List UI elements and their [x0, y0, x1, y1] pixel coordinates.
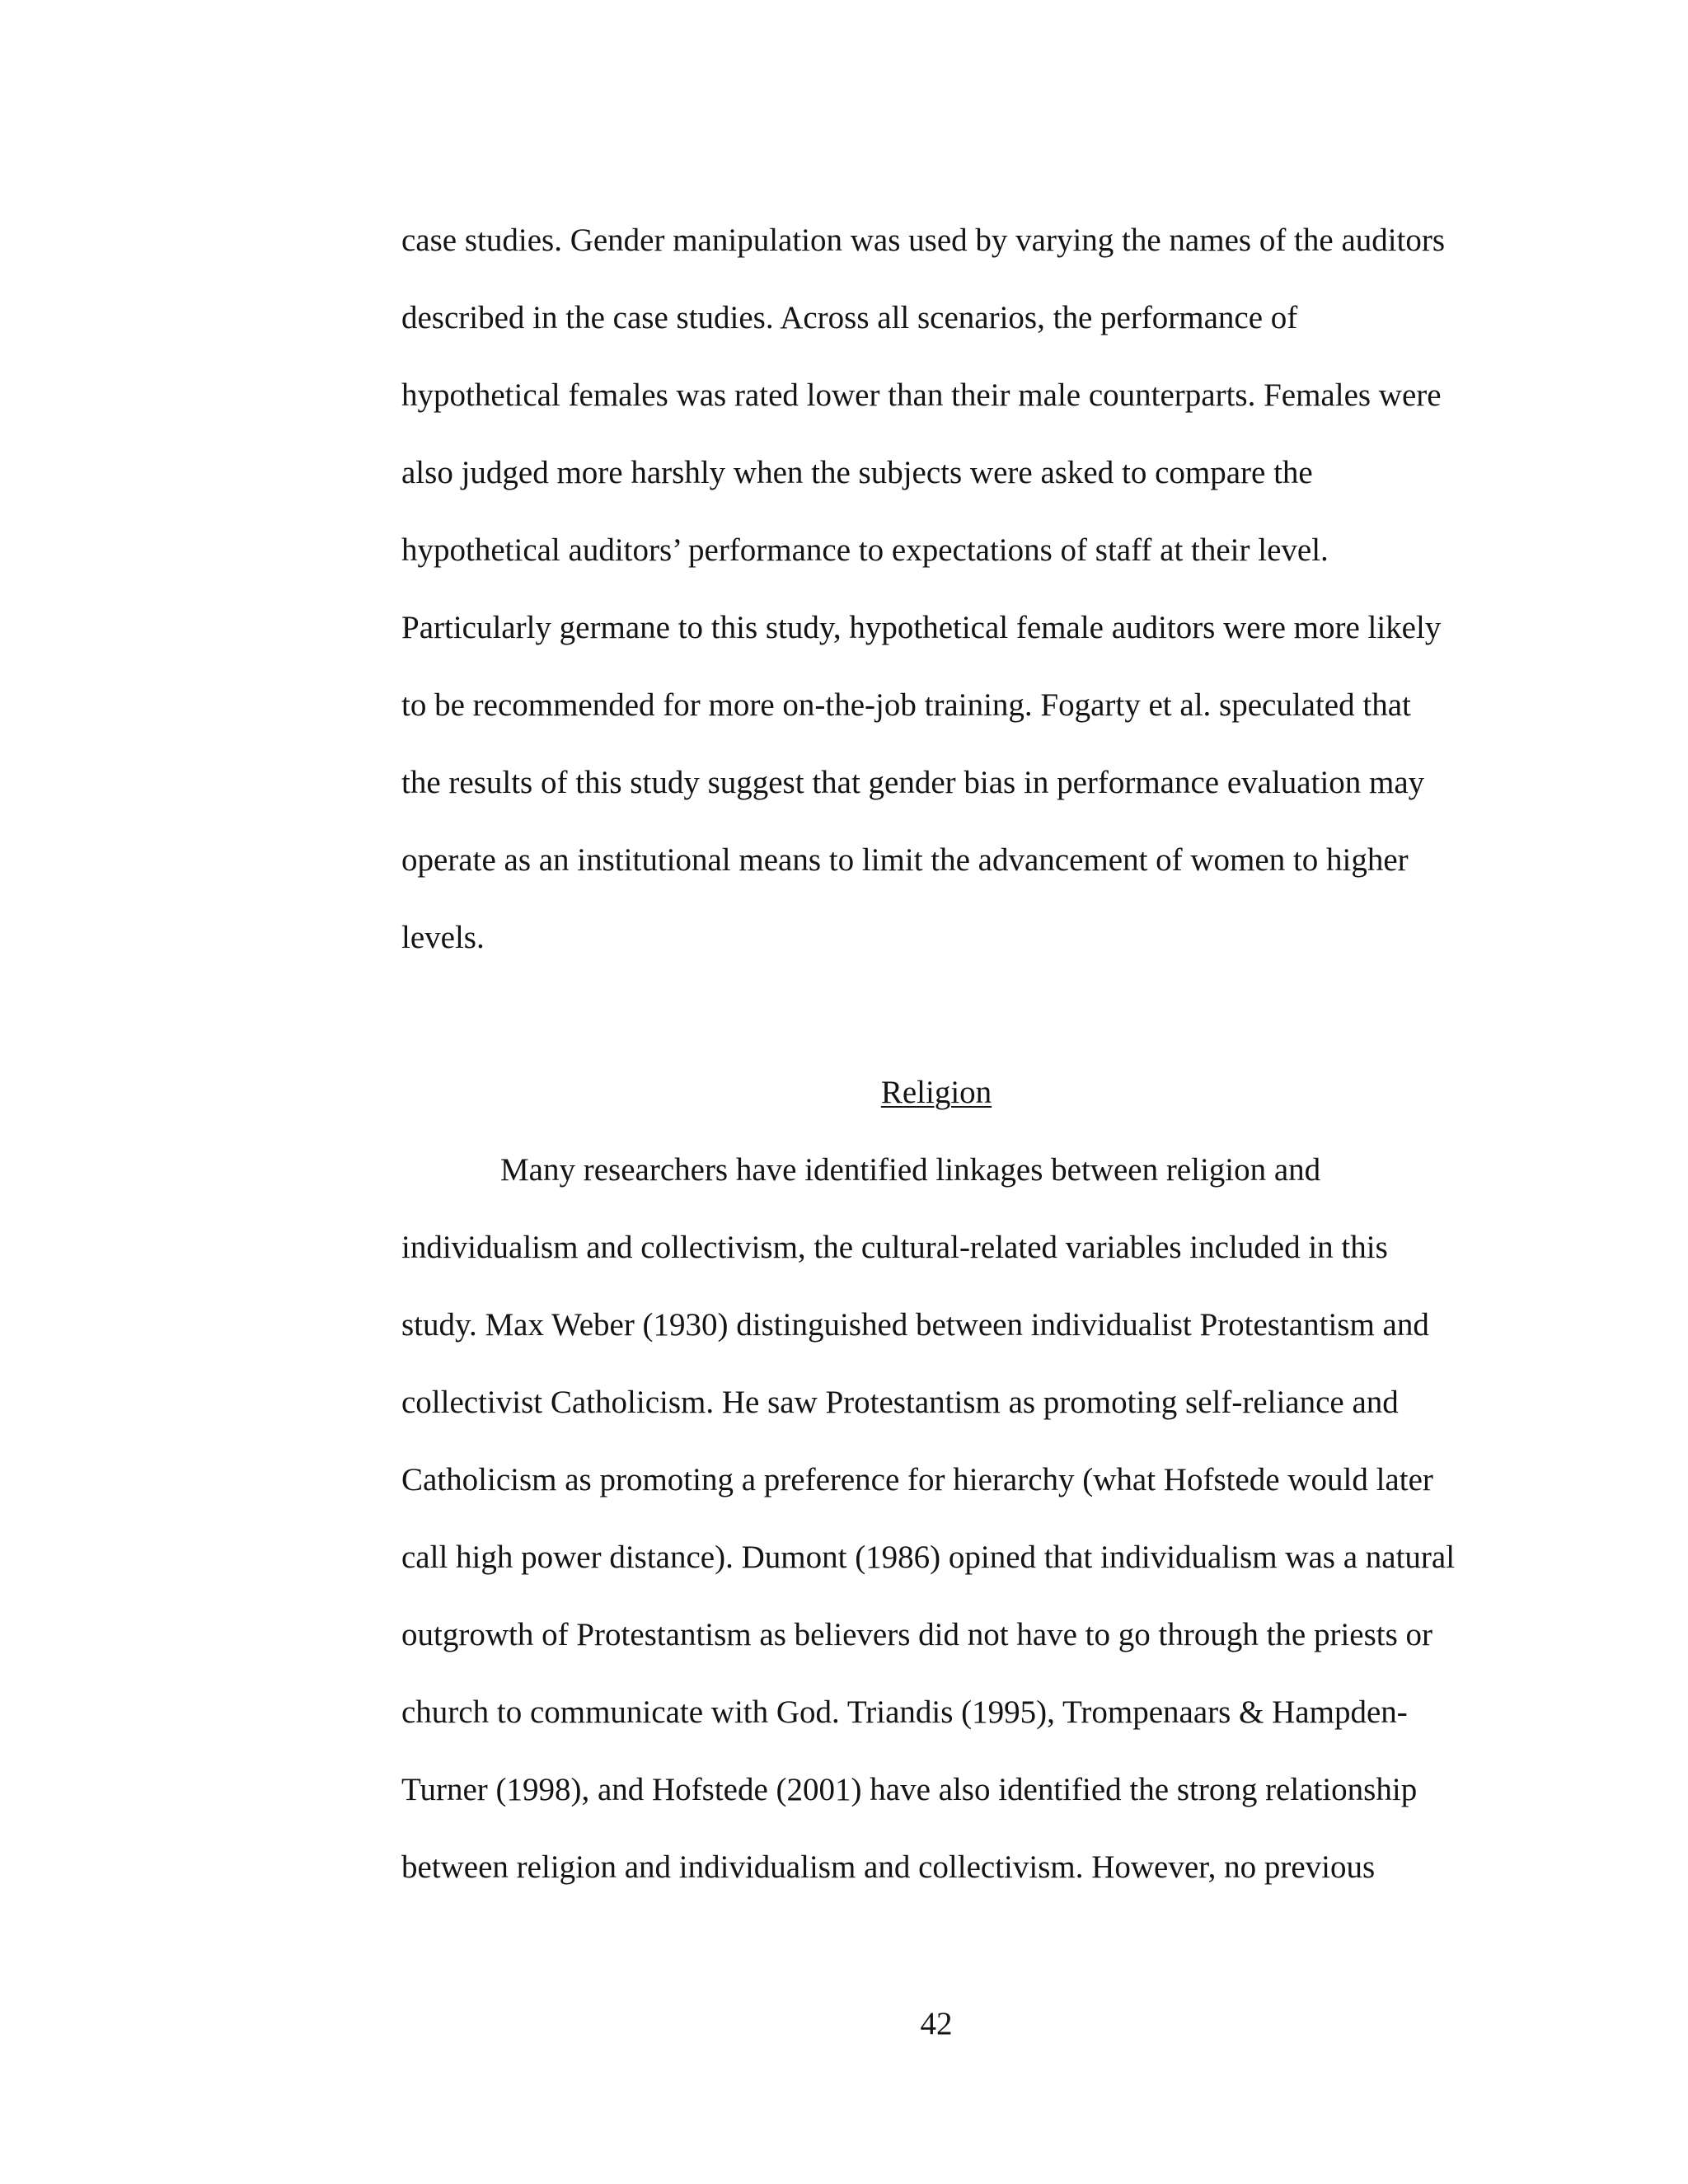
paragraph-2-line-1: Many researchers have identified linkages between religion and — [500, 1152, 1321, 1188]
paragraph-1-line-3: hypothetical females was rated lower than their male counterparts. Females were — [401, 377, 1442, 413]
paragraph-2-line-6: call high power distance). Dumont (1986) opined that individualism was a natural — [401, 1540, 1456, 1575]
paragraph-2-line-8: church to communicate with God. Triandis (1995), Trompenaars & Hampden- — [401, 1694, 1408, 1730]
paragraph-1-line-5: hypothetical auditors’ performance to expectations of staff at their level. — [401, 532, 1329, 568]
paragraph-1-line-10: levels. — [401, 920, 485, 955]
paragraph-2-line-3: study. Max Weber (1930) distinguished between individualist Protestantism and — [401, 1307, 1429, 1343]
paragraph-2-line-4: collectivist Catholicism. He saw Protestantism as promoting self-reliance and — [401, 1385, 1399, 1420]
paragraph-1-line-2: described in the case studies. Across all scenarios, the performance of — [401, 300, 1298, 335]
paragraph-1-line-7: to be recommended for more on-the-job training. Fogarty et al. speculated that — [401, 687, 1411, 723]
paragraph-2-line-2: individualism and collectivism, the cultural-related variables included in this — [401, 1230, 1388, 1265]
paragraph-1-line-4: also judged more harshly when the subjects were asked to compare the — [401, 455, 1313, 490]
page-number: 42 — [920, 2006, 953, 2041]
paragraph-1-line-9: operate as an institutional means to limit the advancement of women to higher — [401, 842, 1409, 878]
paragraph-2-line-10: between religion and individualism and collectivism. However, no previous — [401, 1849, 1376, 1885]
paragraph-2-line-5: Catholicism as promoting a preference for hierarchy (what Hofstede would later — [401, 1462, 1433, 1497]
paragraph-1-line-1: case studies. Gender manipulation was used by varying the names of the auditors — [401, 223, 1446, 258]
paragraph-2-line-7: outgrowth of Protestantism as believers did not have to go through the priests or — [401, 1617, 1433, 1652]
section-heading: Religion — [880, 1075, 992, 1110]
paragraph-1-line-8: the results of this study suggest that gender bias in performance evaluation may — [401, 765, 1425, 800]
paragraph-1-line-6: Particularly germane to this study, hypothetical female auditors were more likely — [401, 610, 1442, 645]
paragraph-2-line-9: Turner (1998), and Hofstede (2001) have also identified the strong relationship — [401, 1772, 1418, 1807]
